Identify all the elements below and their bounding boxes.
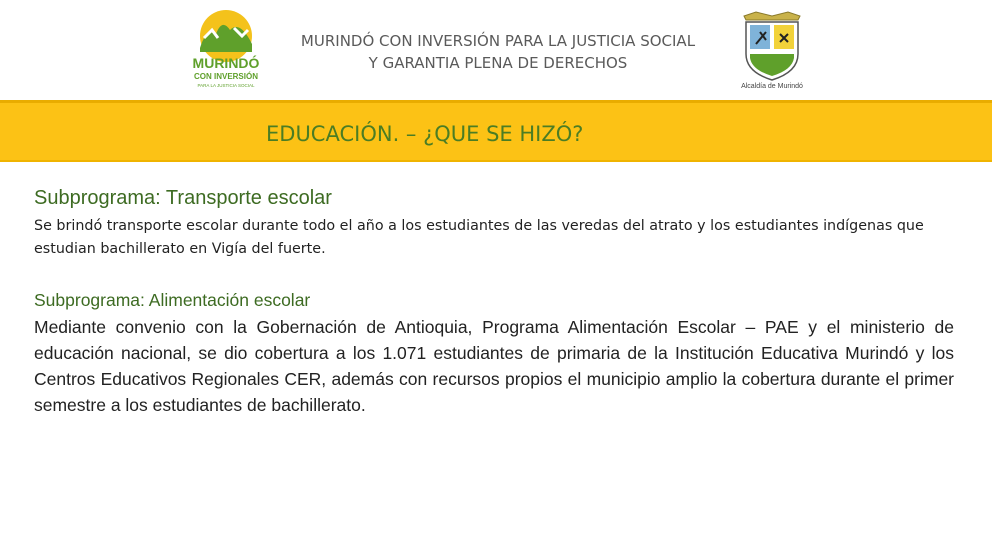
logo-text-small: PARA LA JUSTICIA SOCIAL: [197, 83, 255, 88]
municipal-coat-of-arms-icon: [736, 10, 808, 90]
section-heading-alimentacion: Subprograma: Alimentación escolar: [34, 290, 311, 310]
page-header: [0, 0, 992, 100]
header-title: [270, 30, 726, 74]
logo-text-main: MURINDÓ: [192, 55, 260, 71]
banner-title: EDUCACIÓN. – ¿QUE SE HIZÓ?: [266, 122, 584, 146]
murindo-campaign-logo-icon: [186, 8, 266, 92]
header-title-line2: Y GARANTIA PLENA DE DERECHOS: [368, 54, 628, 72]
section-body-alimentacion: Mediante convenio con la Gobernación de Antioquia, Programa Alimentación Escolar – PAE y el ministerio de educación nacional, se dio cobertura a los 1.071 estudiantes de primaria de la Institución Educativa Murindó y los Centros Educativos Regionales CER, además con recursos propios el municipio amplio la cobertura durante el primer semestre a los estudiantes de bachillerato.: [34, 317, 954, 415]
header-title-line1: MURINDÓ CON INVERSIÓN PARA LA JUSTICIA SOCIAL: [300, 32, 696, 50]
section-body-transporte: Se brindó transporte escolar durante todo el año a los estudiantes de las veredas del atrato y los estudiantes indígenas que estudian bachillerato en Vigía del fuerte.: [34, 218, 924, 257]
coat-of-arms-caption: Alcaldía de Murindó: [741, 83, 803, 90]
logo-text-sub: CON INVERSIÓN: [193, 72, 259, 81]
section-heading-transporte: Subprograma: Transporte escolar: [34, 187, 332, 209]
section-banner: [0, 100, 992, 162]
